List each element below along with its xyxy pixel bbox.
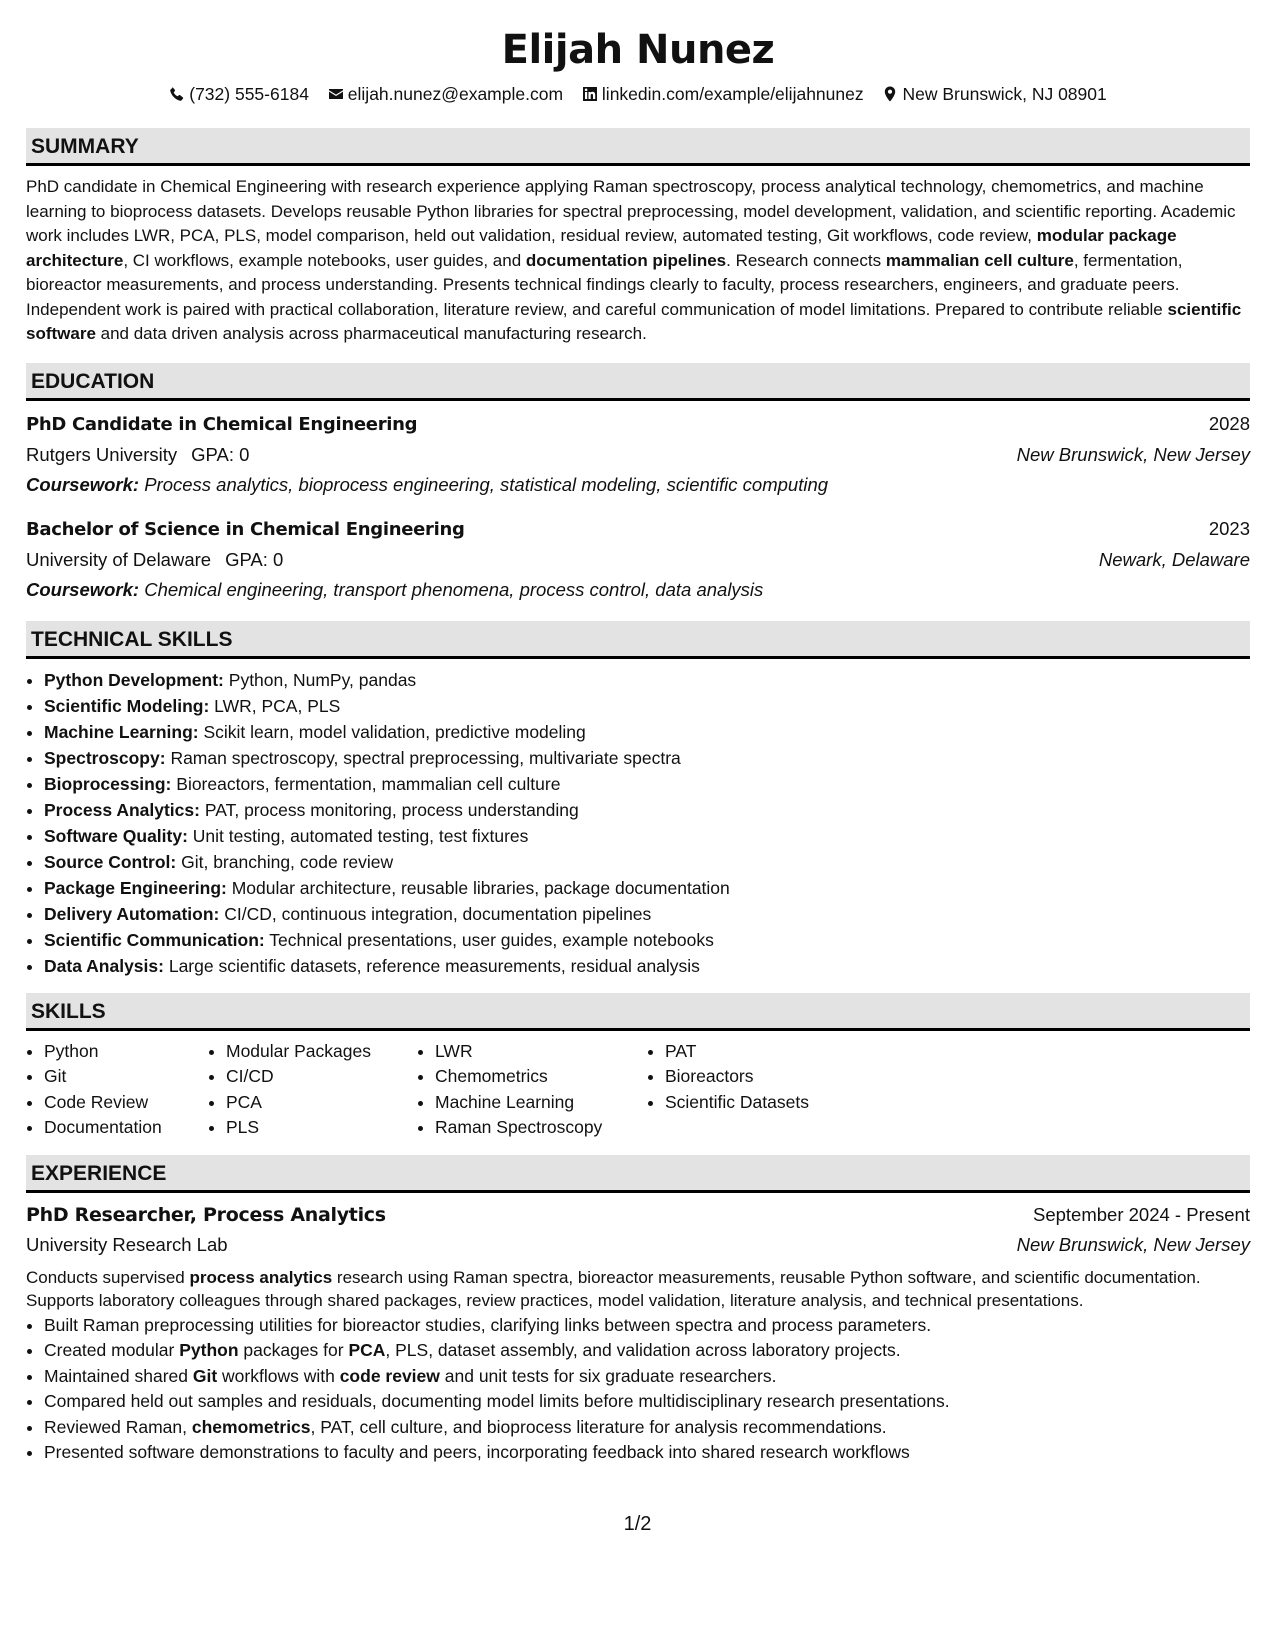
section-heading-education: EDUCATION [26,363,1250,401]
job-bullet [44,1389,1250,1415]
contact-location [882,82,1106,106]
experience-entry [26,1200,1250,1466]
education-entry [26,409,1250,500]
text-segment: research using Raman spectra, bioreactor measurements, reusable Python software, and scientific documentation. Supports laboratory colleagues through shared packages, review practices, model validation, literature analysis, and technical presentations. [26,1267,1201,1310]
technical-skill-item [44,927,1250,953]
skill-item: • LWR [435,1039,647,1065]
technical-skill-item [44,823,1250,849]
skill-item: • PAT [665,1039,865,1065]
text-segment: Compared held out samples and residuals, documenting model limits before multidisciplinary research presentations. [44,1391,950,1411]
contact-email[interactable] [328,82,563,106]
technical-skill-item [44,797,1250,823]
skill-values: CI/CD, continuous integration, documentation pipelines [224,903,652,924]
skill-item: • Raman Spectroscopy [435,1115,647,1141]
text-segment: , PAT, cell culture, and bioprocess literature for analysis recommendations. [310,1416,887,1437]
skill-values: Git, branching, code review [181,851,394,872]
text-segment: packages for [238,1340,349,1360]
school-name: University of Delaware [26,548,212,570]
gpa: GPA: 0 [191,443,250,465]
skill-item: • Documentation [44,1115,208,1141]
text-segment: workflows with [217,1365,340,1386]
section-heading-technical-skills: TECHNICAL SKILLS [26,621,1250,659]
job-bullet [44,1364,1250,1390]
skill-category: Machine Learning: [44,721,199,742]
technical-skill-item [44,953,1250,979]
text-segment: , PLS, dataset assembly, and validation across laboratory projects. [385,1340,901,1360]
text-segment: Built Raman preprocessing utilities for bioreactor studies, clarifying links between spectra and process parameters. [44,1314,932,1335]
skills-column [26,1039,208,1141]
technical-skill-item [44,693,1250,719]
coursework-label: Coursework: [26,578,140,600]
summary-text [26,175,1250,347]
email-text: elijah.nunez@example.com [347,84,564,104]
job-bullets [26,1313,1250,1466]
linkedin-text: linkedin.com/example/elijahnunez [601,84,864,104]
coursework-label: Coursework: [26,473,140,495]
education-entry [26,514,1250,605]
technical-skill-item [44,901,1250,927]
emphasized-text: code review [339,1365,440,1386]
gpa: GPA: 0 [225,548,284,570]
skill-item: • Machine Learning [435,1090,647,1116]
technical-skills-list [26,667,1250,979]
resume-page [26,0,1250,1466]
skills-column [417,1039,647,1141]
section-heading-summary: SUMMARY [26,128,1250,166]
skill-values: Python, NumPy, pandas [228,669,417,690]
technical-skill-item [44,849,1250,875]
text-segment: Reviewed Raman, [44,1416,192,1437]
linkedin-icon [582,86,598,102]
text-segment: and data driven analysis across pharmaceutical manufacturing research. [95,324,647,343]
job-title: PhD Researcher, Process Analytics [26,1203,386,1226]
text-segment: Presented software demonstrations to faculty and peers, incorporating feedback into shared research workflows [44,1442,910,1462]
coursework-text: Process analytics, bioprocess engineering, statistical modeling, scientific computing [144,473,829,495]
text-segment: , CI workflows, example notebooks, user guides, and [123,250,526,270]
job-description [26,1266,1250,1313]
emphasized-text: mammalian cell culture [885,250,1074,270]
skills-grid [26,1039,1250,1141]
coursework-text: Chemical engineering, transport phenomena, process control, data analysis [144,578,764,600]
skill-category: Process Analytics: [44,799,200,820]
location-text: New Brunswick, NJ 08901 [902,84,1107,104]
school-line [26,440,249,470]
skill-category: Spectroscopy: [44,747,166,768]
emphasized-text: Git [192,1365,218,1386]
candidate-name: Elijah Nunez [501,27,775,73]
phone-text: (732) 555-6184 [189,84,309,104]
skill-item: • PCA [226,1090,417,1116]
contact-bar [26,82,1250,106]
text-segment: , fermentation, bioreactor measurements, and process understanding. Presents technical findings clearly to faculty, process researchers, engineers, and graduate peers. Independent work is paired with practical collaboration, literature review, and careful communication of model limitations. Prepared to contribute reliable [26,250,1183,319]
skills-column [208,1039,417,1141]
emphasized-text: chemometrics [191,1416,311,1437]
skill-category: Scientific Modeling: [44,695,210,716]
skill-values: Raman spectroscopy, spectral preprocessing, multivariate spectra [170,747,681,768]
technical-skill-item [44,771,1250,797]
skill-values: Unit testing, automated testing, test fixtures [192,825,529,846]
graduation-year: 2023 [1208,517,1250,539]
skill-item: • PLS [226,1115,417,1141]
school-line [26,545,283,575]
technical-skill-item [44,875,1250,901]
phone-icon [169,86,185,102]
degree-title: PhD Candidate in Chemical Engineering [26,413,418,435]
skill-category: Python Development: [44,669,224,690]
skill-category: Scientific Communication: [44,929,265,950]
text-segment: Conducts supervised [26,1267,190,1287]
skill-values: Large scientific datasets, reference measurements, residual analysis [168,955,700,976]
emphasized-text: documentation pipelines [525,250,727,270]
job-dates: September 2024 - Present [1033,1203,1250,1225]
text-segment: . Research connects [726,250,886,270]
job-bullet [44,1415,1250,1441]
skill-item: • Python [44,1039,208,1065]
graduation-year: 2028 [1208,412,1250,434]
skill-category: Delivery Automation: [44,903,220,924]
skill-values: Scikit learn, model validation, predictive modeling [203,721,586,742]
skill-item: • Bioreactors [665,1064,865,1090]
contact-linkedin[interactable] [582,82,864,106]
page-number: 1/2 [623,1513,652,1535]
job-location: New Brunswick, New Jersey [1016,1233,1250,1255]
emphasized-text: process analytics [189,1267,333,1287]
school-location: Newark, Delaware [1098,548,1250,570]
skill-category: Source Control: [44,851,177,872]
skill-category: Software Quality: [44,825,188,846]
skills-column [647,1039,865,1141]
skill-category: Package Engineering: [44,877,227,898]
text-segment: Created modular [44,1340,180,1360]
skill-item: • Chemometrics [435,1064,647,1090]
skill-item: • Git [44,1064,208,1090]
skill-values: Technical presentations, user guides, example notebooks [269,929,714,950]
emphasized-text: scientific software [26,299,1242,343]
text-segment: Maintained shared [44,1365,193,1386]
skill-category: Bioprocessing: [44,773,172,794]
emphasized-text: modular package architecture [26,226,1177,270]
text-segment: PhD candidate in Chemical Engineering with research experience applying Raman spectroscopy, process analytical technology, chemometrics, and machine learning to bioprocess datasets. Develops reusable Python libraries for spectral preprocessing, model development, validation, and scientific reporting. Academic work includes LWR, PCA, PLS, model comparison, held out validation, residual review, automated testing, Git workflows, code review, [26,177,1236,245]
skill-item: • CI/CD [226,1064,417,1090]
skill-values: LWR, PCA, PLS [214,695,341,716]
emphasized-text: PCA [348,1340,386,1360]
job-bullet [44,1313,1250,1339]
technical-skill-item [44,667,1250,693]
school-location: New Brunswick, New Jersey [1016,443,1250,465]
employer: University Research Lab [26,1233,228,1255]
section-heading-skills: SKILLS [26,993,1250,1031]
skill-category: Data Analysis: [44,955,164,976]
technical-skill-item [44,719,1250,745]
technical-skill-item [44,745,1250,771]
skill-values: PAT, process monitoring, process understanding [204,799,579,820]
contact-phone[interactable] [169,82,309,106]
skill-item: • Scientific Datasets [665,1090,865,1116]
degree-title: Bachelor of Science in Chemical Engineering [26,518,465,540]
map-pin-icon [882,86,898,102]
coursework-line [26,470,1250,500]
school-name: Rutgers University [26,443,178,465]
text-segment: and unit tests for six graduate researchers. [439,1365,777,1386]
job-bullet [44,1440,1250,1466]
skill-item: • Code Review [44,1090,208,1116]
skill-values: Bioreactors, fermentation, mammalian cell culture [176,773,561,794]
job-bullet [44,1338,1250,1364]
coursework-line [26,575,1250,605]
emphasized-text: Python [179,1340,239,1360]
envelope-icon [328,86,344,102]
skill-values: Modular architecture, reusable libraries, package documentation [231,877,730,898]
section-heading-experience: EXPERIENCE [26,1155,1250,1193]
skill-item: • Modular Packages [226,1039,417,1065]
